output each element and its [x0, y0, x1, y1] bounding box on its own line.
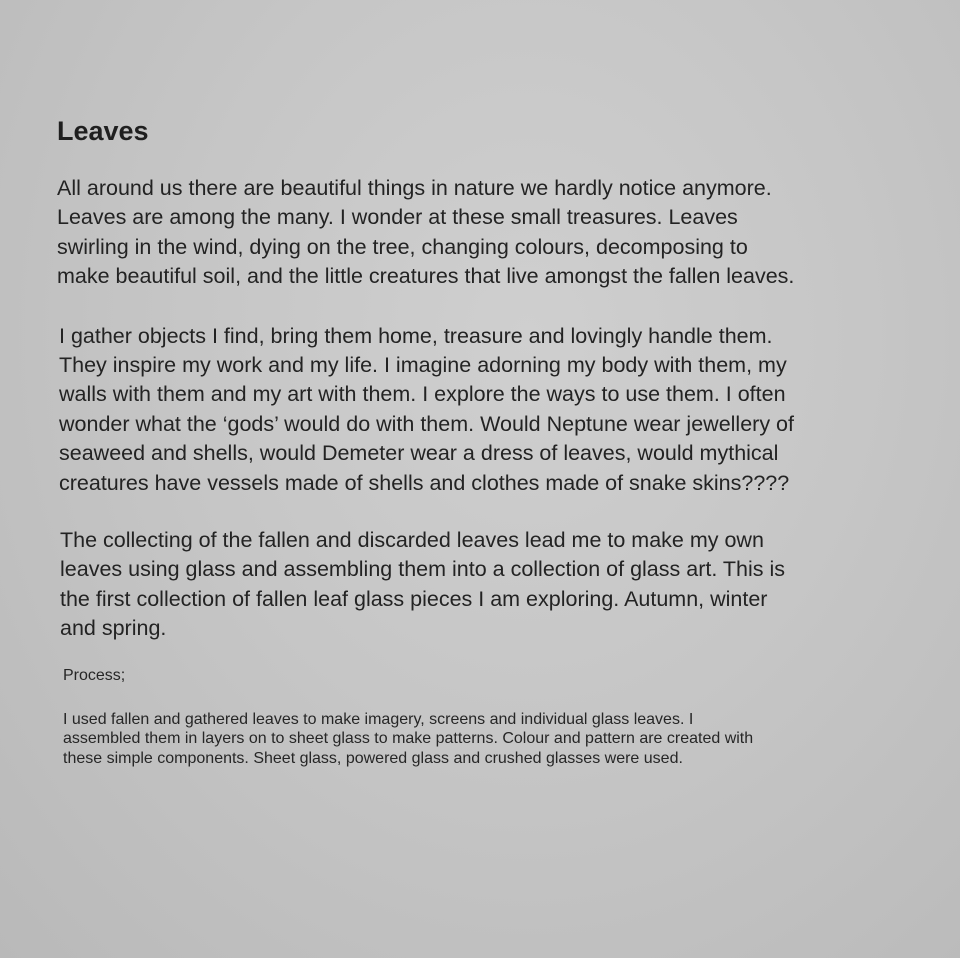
panel-content	[57, 114, 917, 768]
process-description	[63, 710, 917, 769]
text-line: The collecting of the fallen and discarded leaves lead me to make my own	[60, 528, 764, 553]
text-line: and spring.	[60, 616, 167, 641]
text-line: seaweed and shells, would Demeter wear a dress of leaves, would mythical	[59, 441, 779, 466]
text-line: swirling in the wind, dying on the tree, changing colours, decomposing to	[57, 234, 748, 259]
process-heading: Process;	[63, 666, 126, 684]
document-title: Leaves	[57, 116, 149, 146]
text-line: All around us there are beautiful things in nature we hardly notice anymore.	[57, 176, 772, 200]
text-line: creatures have vessels made of shells and clothes made of snake skins????	[59, 470, 790, 495]
text-line: these simple components. Sheet glass, powered glass and crushed glasses were used.	[63, 749, 683, 767]
paragraph-collection	[60, 526, 917, 644]
text-line: leaves using glass and assembling them into a collection of glass art. This is	[60, 557, 786, 582]
text-line: make beautiful soil, and the little creatures that live amongst the fallen leaves.	[57, 264, 795, 289]
paragraph-intro	[57, 174, 917, 292]
paragraph-inspiration	[59, 322, 917, 498]
text-line: They inspire my work and my life. I imagine adorning my body with them, my	[59, 353, 787, 378]
text-line: I gather objects I find, bring them home, treasure and lovingly handle them.	[59, 323, 773, 348]
text-line: I used fallen and gathered leaves to make imagery, screens and individual glass leaves. I	[63, 710, 694, 728]
text-line: walls with them and my art with them. I explore the ways to use them. I often	[59, 382, 786, 407]
text-line: the first collection of fallen leaf glass pieces I am exploring. Autumn, winter	[60, 586, 768, 611]
text-line: wonder what the ‘gods’ would do with them. Would Neptune wear jewellery of	[59, 411, 794, 436]
text-line: assembled them in layers on to sheet glass to make patterns. Colour and pattern are created with	[63, 730, 754, 748]
text-line: Leaves are among the many. I wonder at these small treasures. Leaves	[57, 205, 738, 230]
